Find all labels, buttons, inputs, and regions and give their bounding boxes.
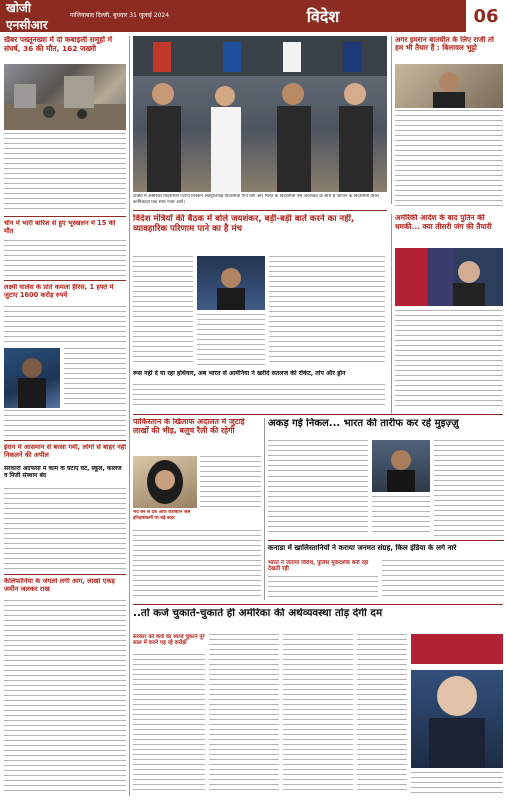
putin-portrait-icon xyxy=(395,248,503,306)
divider xyxy=(4,280,126,281)
story-putin-headline-box xyxy=(395,214,503,246)
brand-logo: खोजी एनसीआर xyxy=(6,1,48,32)
story-bilawal-headline: अगर इमरान बातचीत के लिए राजी तो हम भी तैयार हैं : बिलावल भुट्टो xyxy=(395,36,494,53)
story-quad-body-col2 xyxy=(197,314,265,366)
divider xyxy=(4,574,126,575)
column-divider xyxy=(264,418,265,600)
column-divider xyxy=(391,36,392,204)
story-armenia-headline-box xyxy=(133,370,385,380)
story-muizzu-photo xyxy=(372,440,430,492)
story-harris-body-top xyxy=(4,306,126,346)
quad-photo-caption-box xyxy=(133,194,387,208)
story-pak-caption: भय बने से देश ऑफ कैरेबियन जैसे इतिहासकर्मी पर बढ़े कहर xyxy=(133,510,191,521)
section-title: विदेश xyxy=(306,7,340,26)
story-california-headline: कैलिफोर्निया के जंगलों लगी आग, लाखों एकड़ जमीन जलकर राख xyxy=(4,578,115,593)
story-gaza-photo xyxy=(4,64,126,130)
story-bilawal-photo xyxy=(395,64,503,108)
man-portrait-icon xyxy=(395,64,503,108)
story-biden-photo xyxy=(411,634,503,768)
column-divider xyxy=(129,36,130,796)
story-california-headline-box xyxy=(4,578,126,598)
story-pak-body xyxy=(133,530,261,600)
story-offices-headline: सरकारी ऑफिसों में काम के घंटाए घटे, स्कूल, कॉलेज व निजी संस्थान बंद xyxy=(4,466,122,479)
story-debt-body-2 xyxy=(209,634,279,794)
story-gaza-body xyxy=(4,133,126,213)
woman-speaker-icon xyxy=(4,348,60,408)
story-bilawal-body xyxy=(395,110,503,208)
quad-photo-caption: टोक्यो में अमेरिकी विदेशमंत्री एंटोनी ब्लिंकन ऑस्ट्रेलियाई विदेशमंत्री पेनी वोंग और भारत के विदेशमंत्री एस जयशंकर के साथ हैं जापान के विदेशमंत्री योको कामिकावा एक साथ नजर आये। xyxy=(133,194,379,205)
story-china-body xyxy=(4,240,126,276)
story-gaza-headline: खैबर पख्तूनख्वा में दो कबाइली समूहों में संघर्ष, 36 की मौत, 162 जख्मी xyxy=(4,36,113,53)
story-muizzu-body-1 xyxy=(268,440,368,472)
story-harris-photo xyxy=(4,348,60,408)
story-khalistan-headline-box xyxy=(268,544,504,558)
story-debt-body-3 xyxy=(283,634,353,794)
story-debt-sub-headline: सरकार को कर्ज का ब्याज चुकाने पूरे साल में करने पड़ रहे करोड़ों xyxy=(133,634,205,647)
story-muizzu-headline: अकड़ गई निकल... भारत की तारीफ कर रहे मुइज़्ज़ु xyxy=(268,418,459,429)
story-debt-headline: ..तो कर्ज चुकाते-चुकाते ही अमेरिका की अर्थव्यवस्था तोड़ देगी दम xyxy=(133,608,383,619)
woman-portrait-icon xyxy=(133,456,197,508)
story-pannun-headline: भारत ने जताया विरोध, पुलिस मुकदर्शक बनी रहा देखती रही xyxy=(268,560,369,573)
story-harris-headline-box xyxy=(4,284,126,304)
story-putin-headline: अमेरिकी आदेश के बाद पुतिन की धमकी... क्या तीसरी जंग की तैयारी xyxy=(395,214,492,231)
story-khalistan-body-2 xyxy=(382,560,504,600)
story-pannun-headline-box xyxy=(268,560,378,574)
story-debt-sub-box xyxy=(133,634,205,652)
divider xyxy=(133,604,503,605)
story-muizzu-headline-box xyxy=(268,418,504,438)
column-divider xyxy=(391,214,392,414)
story-bilawal-headline-box xyxy=(395,36,503,62)
story-china-headline: चीन में भारी बारिश से हुए भूस्खलन में 15 की मौत xyxy=(4,220,116,235)
story-quad-body-col1 xyxy=(133,256,193,366)
story-muizzu-body-3 xyxy=(434,440,504,536)
biden-portrait-icon xyxy=(411,634,503,768)
muizzu-portrait-icon xyxy=(372,440,430,492)
four-ministers-icon xyxy=(133,36,387,192)
story-armenia-headline: रूस नहीं दे या रहा हथियार, अब भारत से आर्मेनिया ने खरीदे सतलज की रॉकेट, तोप और ड्रोन xyxy=(133,370,346,377)
story-khalistan-body-1 xyxy=(268,576,378,600)
story-iran-headline-box xyxy=(4,444,126,464)
story-armenia-body xyxy=(133,384,385,408)
quad-ministers-photo xyxy=(133,36,387,192)
story-iran-headline: ईरान में आसमान से बरसा गर्मी, लोगों से बाहर नहीं निकलने की अपील xyxy=(4,444,126,459)
divider xyxy=(133,210,387,211)
divider xyxy=(133,414,503,415)
story-offices-headline-box xyxy=(4,466,126,486)
masthead xyxy=(0,0,506,32)
story-harris-body-bottom xyxy=(4,410,126,436)
story-debt-body-4 xyxy=(357,634,407,794)
story-quad-body-col3 xyxy=(269,256,385,366)
divider xyxy=(4,440,126,441)
story-khalistan-headline: कनाडा में खालिस्तानियों ने कराया जनमत संग्रह, किल इंडिया के लगे नारे xyxy=(268,544,457,552)
story-quad-headline-box xyxy=(133,214,385,252)
story-jaishankar-photo xyxy=(197,256,265,310)
story-harris-body-side xyxy=(64,348,126,408)
divider xyxy=(4,216,126,217)
story-muizzu-body-2 xyxy=(268,476,368,536)
story-pak-caption-box xyxy=(133,510,197,528)
story-pak-photo xyxy=(133,456,197,508)
story-china-headline-box xyxy=(4,220,126,238)
story-iran-body xyxy=(4,488,126,570)
story-quad-headline: विदेश मंत्रियों की बैठक में बोले जयशंकर, बड़ी-बड़ी बातें करने का नहीं, व्यावहारिक परिणाम पाने का है मंच xyxy=(133,214,355,234)
story-california-body xyxy=(4,600,126,792)
story-gaza-headline-box xyxy=(4,36,126,64)
story-biden-caption xyxy=(411,772,503,794)
page-number: 06 xyxy=(466,0,506,32)
story-debt-headline-box xyxy=(133,608,503,630)
story-debt-body-1 xyxy=(133,654,205,794)
divider xyxy=(268,540,504,541)
story-pak-headline: पाकिस्तान के खिलाफ अदालत में जुटाई लाखों की भीड़, बलूच रैली की रहेगी xyxy=(133,418,245,435)
rubble-scene-icon xyxy=(4,64,126,130)
story-harris-headline: लक्ष्मी वालेस के प्रति कमला हैरिस, 1 हफ्ते में जुटाए 1600 करोड़ रुपये xyxy=(4,284,114,299)
story-pak-body-side xyxy=(200,456,261,508)
story-muizzu-body-4 xyxy=(372,496,430,536)
story-pak-headline-box xyxy=(133,418,261,452)
story-putin-photo xyxy=(395,248,503,306)
man-speaker-icon xyxy=(197,256,265,310)
story-putin-body xyxy=(395,310,503,410)
dateline: गाजियाबाद दिल्ली, बुधवार 31 जुलाई 2024 xyxy=(70,12,170,19)
